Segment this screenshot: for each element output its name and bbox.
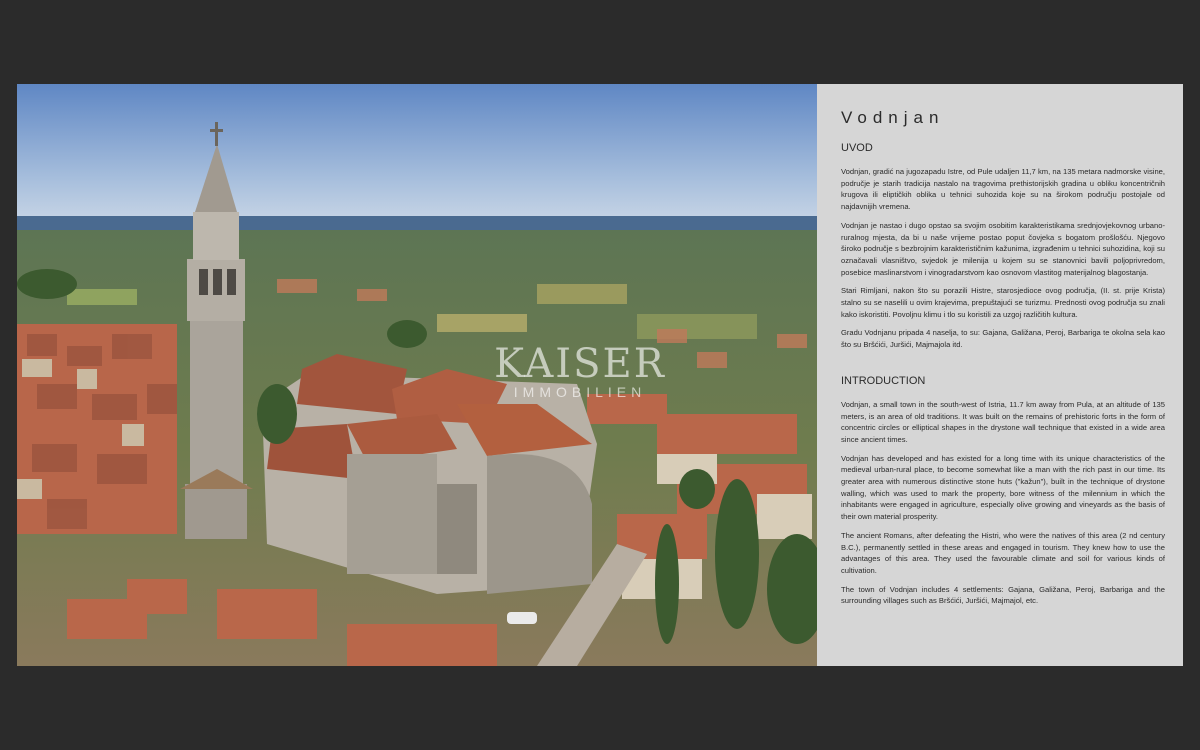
document-title: Vodnjan: [841, 108, 945, 127]
paragraph: Vodnjan je nastao i dugo opstao sa svojim osobitim karakteristikama srednjovjekovnog urbano-ruralnog mjesta, da bi u naše vrijeme postao poput čovjeka s bogatom prošlošću. Njegovo široko područje s bezbrojnim karakterističnim kažunima, izgrađenim u tehnici suhozidina, koji su označavali vlasništvo, svjedok je milenija u kojem su se stanovnici bavili poljoprivredom, posebice maslinarstvom i vinogradarstvom kao osnovom vlastitog materijalnog blagostanja.: [841, 220, 1165, 277]
watermark-subtitle: IMMOBILIEN: [513, 384, 647, 400]
aerial-town-illustration: [17, 84, 817, 666]
aerial-town-photo: [17, 84, 817, 666]
section-heading-introduction: INTRODUCTION: [841, 374, 926, 387]
paragraph: Vodnjan, a small town in the south-west of Istria, 11.7 km away from Pula, at an altitude of 135 meters, is an area of old traditions. It was built on the remains of prehistoric forts in the form of concentric circles or elliptical shapes in the drystone wall technique that existed in a wide area since ancient times.: [841, 399, 1165, 444]
paragraph: Vodnjan has developed and has existed for a long time with its unique characteristics of the medieval urban-rural place, to become somewhat like a man with the rich past in our time. Its greater area with numerous distinctive stone huts ("kažun"), built in the technique of drystone walling, which was used to mark the property, bore witness of the milennium in which the inhabitants were engaged in agriculture, especially olive growing and vineyards as the basis of their own material prosperity.: [841, 453, 1165, 522]
watermark-brand: KAISER: [494, 341, 666, 387]
paragraph: Gradu Vodnjanu pripada 4 naselja, to su: Gajana, Galižana, Peroj, Barbariga te okolna sela kao što su Bršćići, Juršići, Majmajola itd.: [841, 328, 1165, 350]
section-heading-uvod: UVOD: [841, 142, 873, 154]
paragraph: The town of Vodnjan includes 4 settlements: Gajana, Galižana, Peroj, Barbariga and the surrounding villages such as Bršćići, Juršići, Majmajol, etc.: [841, 584, 1165, 606]
paragraph: Vodnjan, gradić na jugozapadu Istre, od Pule udaljen 11,7 km, na 135 metara nadmorske visine, područje je starih tradicija nastalo na tragovima prethistorijskih gradina u obliku koncentričnih krugova ili eliptičkih oblika u tehnici suhozida koje su na širokom području postojale od najdavnijih vremena.: [841, 167, 1165, 212]
paragraph: The ancient Romans, after defeating the Histri, who were the natives of this area (2 nd century B.C.), permanently settled in these areas and engaged in tourism. They knew how to use the advantages of this area. They used the favourable climate and soil for various kinds of cultivation.: [841, 530, 1165, 575]
paragraph: Stari Rimljani, nakon što su porazili Histre, starosjedioce ovog područja, (II. st. prije Krista) stalno su se naselili u ovim krajevima, prepuštajući se turizmu. Prednosti ovog područja su znali kako iskoristiti. Povoljnu klimu i tlo su koristili za uzgoj različitih kultura.: [841, 286, 1165, 319]
watermark: [485, 342, 675, 400]
text-panel: [817, 84, 1183, 666]
